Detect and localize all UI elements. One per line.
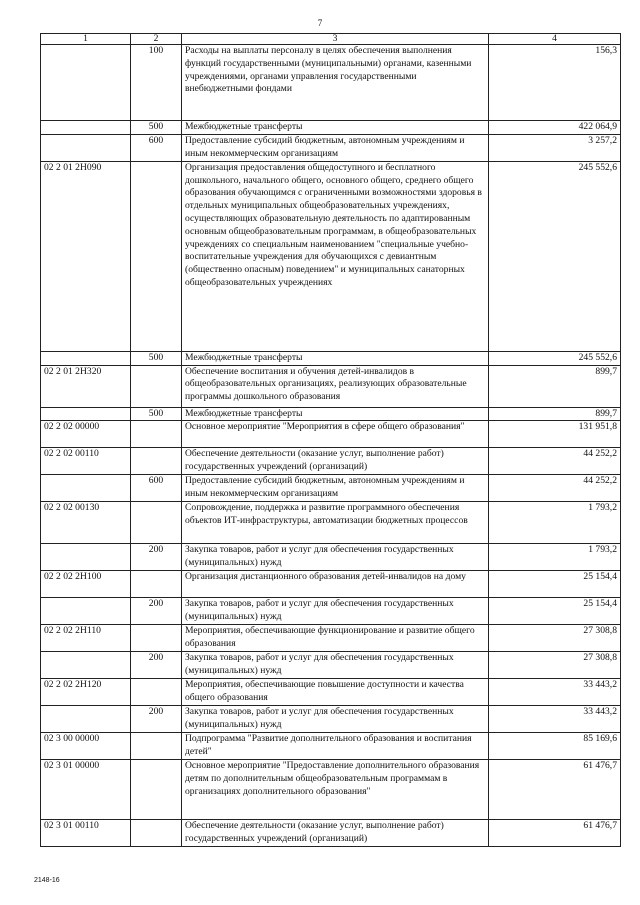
row-name-cell: Закупка товаров, работ и услуг для обеспечения государственных (муниципальных) нужд [182, 598, 489, 625]
table-row [41, 448, 621, 475]
row-kvr-cell: 200 [131, 544, 182, 571]
page-number: 7 [317, 18, 323, 28]
column-header-2: 2 [131, 34, 182, 45]
row-name-cell: Основное мероприятие "Мероприятия в сфере общего образования" [182, 421, 489, 448]
table-row [41, 421, 621, 448]
row-code-cell [41, 544, 131, 571]
row-amount-cell: 1 793,2 [489, 502, 621, 544]
table-row [41, 679, 621, 706]
row-code-cell: 02 2 01 2Н320 [41, 365, 131, 407]
row-amount-cell: 44 252,2 [489, 448, 621, 475]
row-amount-cell: 245 552,6 [489, 351, 621, 365]
row-code-cell: 02 2 02 00000 [41, 421, 131, 448]
row-kvr-cell: 200 [131, 598, 182, 625]
row-code-cell [41, 407, 131, 421]
row-code-cell [41, 134, 131, 161]
row-amount-cell: 33 443,2 [489, 706, 621, 733]
table-row [41, 475, 621, 502]
row-name-cell: Предоставление субсидий бюджетным, автономным учреждениям и иным некоммерческим организациям [182, 475, 489, 502]
table-row [41, 544, 621, 571]
row-kvr-cell: 200 [131, 706, 182, 733]
row-kvr-cell [131, 625, 182, 652]
row-name-cell: Обеспечение деятельности (оказание услуг, выполнение работ) государственных учреждений (организаций) [182, 448, 489, 475]
row-code-cell: 02 3 01 00110 [41, 820, 131, 847]
row-amount-cell: 131 951,8 [489, 421, 621, 448]
row-name-cell: Закупка товаров, работ и услуг для обеспечения государственных (муниципальных) нужд [182, 652, 489, 679]
row-amount-cell: 3 257,2 [489, 134, 621, 161]
row-name-cell: Межбюджетные трансферты [182, 351, 489, 365]
row-code-cell: 02 2 02 2Н100 [41, 571, 131, 598]
row-name-cell: Основное мероприятие "Предоставление дополнительного образования детям по дополнительным общеобразовательным программам в организациях дополнительного образования" [182, 760, 489, 820]
row-kvr-cell: 500 [131, 121, 182, 135]
row-amount-cell: 899,7 [489, 365, 621, 407]
row-code-cell: 02 2 02 2Н120 [41, 679, 131, 706]
row-kvr-cell: 500 [131, 351, 182, 365]
table-row [41, 121, 621, 135]
row-name-cell: Расходы на выплаты персоналу в целях обеспечения выполнения функций государственными (муниципальными) органами, казенными учреждениями, органами управления государственными внебюджетными фондами [182, 45, 489, 121]
row-amount-cell: 33 443,2 [489, 679, 621, 706]
row-code-cell [41, 475, 131, 502]
column-header-3: 3 [182, 34, 489, 45]
table-row [41, 706, 621, 733]
row-code-cell: 02 2 02 2Н110 [41, 625, 131, 652]
row-kvr-cell: 600 [131, 134, 182, 161]
row-amount-cell: 61 476,7 [489, 820, 621, 847]
table-row [41, 134, 621, 161]
row-name-cell: Мероприятия, обеспечивающие повышение доступности и качества общего образования [182, 679, 489, 706]
row-kvr-cell: 500 [131, 407, 182, 421]
row-kvr-cell: 200 [131, 652, 182, 679]
row-name-cell: Обеспечение воспитания и обучения детей-инвалидов в общеобразовательных организациях, реализующих образовательные программы дошкольного образования [182, 365, 489, 407]
row-name-cell: Межбюджетные трансферты [182, 407, 489, 421]
row-kvr-cell [131, 733, 182, 760]
row-code-cell [41, 706, 131, 733]
row-name-cell: Обеспечение деятельности (оказание услуг, выполнение работ) государственных учреждений (организаций) [182, 820, 489, 847]
table-row [41, 161, 621, 351]
column-header-4: 4 [489, 34, 621, 45]
row-kvr-cell [131, 161, 182, 351]
row-kvr-cell [131, 760, 182, 820]
budget-table [40, 33, 621, 847]
table-row [41, 45, 621, 121]
row-code-cell: 02 2 01 2Н090 [41, 161, 131, 351]
row-kvr-cell [131, 679, 182, 706]
row-kvr-cell [131, 421, 182, 448]
row-amount-cell: 27 308,8 [489, 652, 621, 679]
row-code-cell [41, 45, 131, 121]
row-code-cell: 02 2 02 00130 [41, 502, 131, 544]
row-kvr-cell [131, 448, 182, 475]
row-code-cell [41, 351, 131, 365]
table-row [41, 351, 621, 365]
table-row [41, 407, 621, 421]
row-amount-cell: 25 154,4 [489, 598, 621, 625]
table-row [41, 365, 621, 407]
row-kvr-cell [131, 502, 182, 544]
row-name-cell: Закупка товаров, работ и услуг для обеспечения государственных (муниципальных) нужд [182, 544, 489, 571]
row-amount-cell: 61 476,7 [489, 760, 621, 820]
row-amount-cell: 44 252,2 [489, 475, 621, 502]
row-kvr-cell: 100 [131, 45, 182, 121]
document-code: 2148-16 [34, 877, 60, 884]
row-amount-cell: 245 552,6 [489, 161, 621, 351]
row-amount-cell: 1 793,2 [489, 544, 621, 571]
table-row [41, 733, 621, 760]
row-kvr-cell [131, 365, 182, 407]
row-amount-cell: 422 064,9 [489, 121, 621, 135]
table-row [41, 625, 621, 652]
row-name-cell: Предоставление субсидий бюджетным, автономным учреждениям и иным некоммерческим организациям [182, 134, 489, 161]
row-amount-cell: 27 308,8 [489, 625, 621, 652]
table-row [41, 652, 621, 679]
row-amount-cell: 25 154,4 [489, 571, 621, 598]
row-amount-cell: 85 169,6 [489, 733, 621, 760]
row-code-cell: 02 3 00 00000 [41, 733, 131, 760]
row-name-cell: Организация дистанционного образования детей-инвалидов на дому [182, 571, 489, 598]
row-name-cell: Организация предоставления общедоступного и бесплатного дошкольного, начального общего, основного общего, среднего общего образования обучающимся с ограниченными возможностями здоровья в отдельных муниципальных общеобразовательных учреждениях, осуществляющих образовательную деятельность по адаптированным основным общеобразовательным программам, в общеобразовательных учреждениях со специальным наименованием "специальные учебно-воспитательные учреждения для обучающихся с девиантным (общественно опасным) поведением" и муниципальных санаторных общеобразовательных учреждениях [182, 161, 489, 351]
row-name-cell: Закупка товаров, работ и услуг для обеспечения государственных (муниципальных) нужд [182, 706, 489, 733]
column-header-1: 1 [41, 34, 131, 45]
row-code-cell: 02 2 02 00110 [41, 448, 131, 475]
row-amount-cell: 156,3 [489, 45, 621, 121]
row-name-cell: Сопровождение, поддержка и развитие программного обеспечения объектов ИТ-инфраструктуры, автоматизации бюджетных процессов [182, 502, 489, 544]
row-code-cell [41, 121, 131, 135]
table-row [41, 502, 621, 544]
row-kvr-cell: 600 [131, 475, 182, 502]
row-amount-cell: 899,7 [489, 407, 621, 421]
table-row [41, 571, 621, 598]
row-name-cell: Межбюджетные трансферты [182, 121, 489, 135]
table-row [41, 820, 621, 847]
table-row [41, 598, 621, 625]
row-code-cell [41, 652, 131, 679]
header-row [41, 34, 621, 45]
row-code-cell: 02 3 01 00000 [41, 760, 131, 820]
table-row [41, 760, 621, 820]
row-kvr-cell [131, 820, 182, 847]
row-name-cell: Подпрограмма "Развитие дополнительного образования и воспитания детей" [182, 733, 489, 760]
row-kvr-cell [131, 571, 182, 598]
row-code-cell [41, 598, 131, 625]
row-name-cell: Мероприятия, обеспечивающие функционирование и развитие общего образования [182, 625, 489, 652]
